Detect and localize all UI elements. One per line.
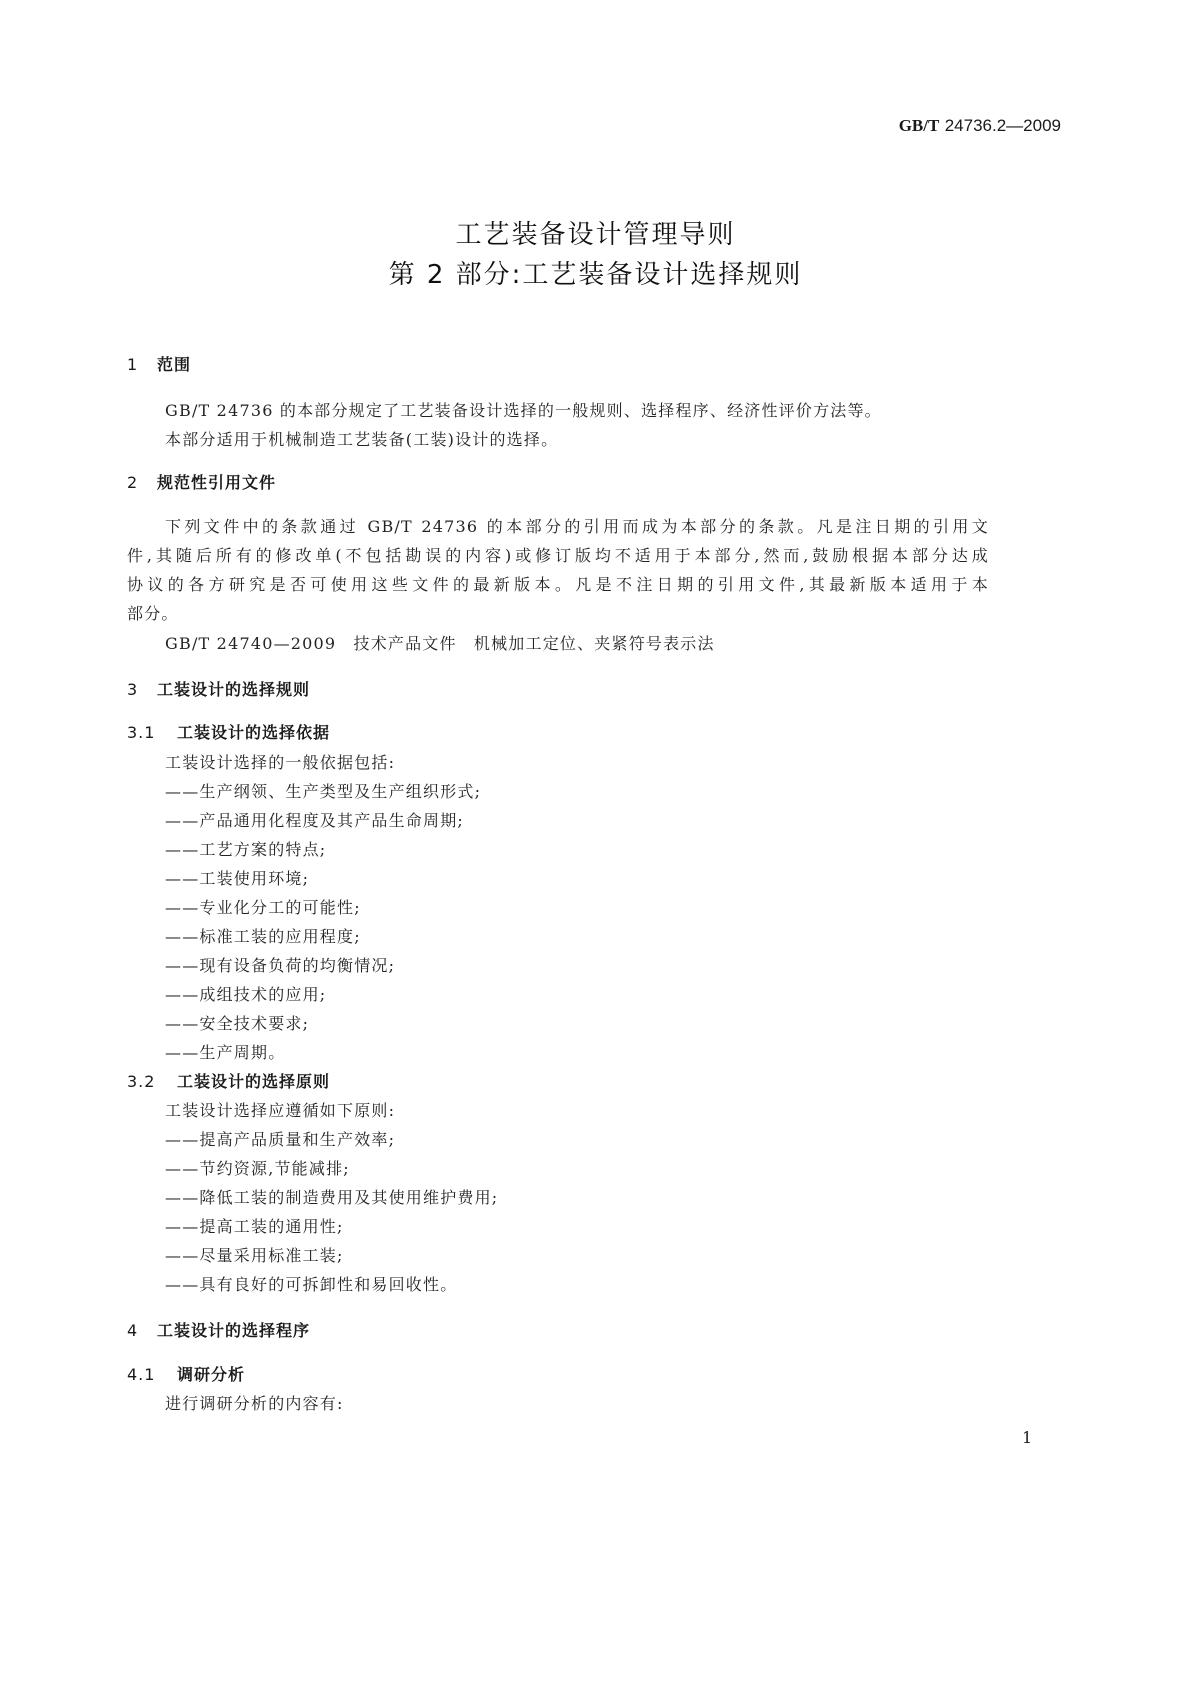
section-4-1-intro: 进行调研分析的内容有: (165, 1394, 344, 1413)
section-1-para-1: GB/T 24736 的本部分规定了工艺装备设计选择的一般规则、选择程序、经济性评价方法等。 (165, 401, 882, 420)
list-item: ——现有设备负荷的均衡情况; (165, 956, 396, 975)
section-4-1-heading: 4.1 调研分析 (127, 1365, 246, 1384)
section-4-heading: 4 工装设计的选择程序 (127, 1321, 311, 1340)
section-1-para-2: 本部分适用于机械制造工艺装备(工装)设计的选择。 (165, 430, 559, 449)
list-item: ——提高产品质量和生产效率; (165, 1130, 396, 1149)
list-item: ——标准工装的应用程度; (165, 927, 361, 946)
standard-number (899, 116, 1061, 136)
list-item: ——产品通用化程度及其产品生命周期; (165, 811, 464, 830)
list-item: ——提高工装的通用性; (165, 1217, 344, 1236)
section-3-1-intro: 工装设计选择的一般依据包括: (165, 753, 396, 772)
document-title: 工艺装备设计管理导则 (455, 220, 736, 250)
section-2-line-4: 部分。 (127, 604, 179, 623)
list-item: ——生产周期。 (165, 1043, 286, 1062)
section-2-line-2: 件,其随后所有的修改单(不包括勘误的内容)或修订版均不适用于本部分,然而,鼓励根据本部分达成 (127, 546, 989, 565)
list-item: ——尽量采用标准工装; (165, 1246, 344, 1265)
section-2-heading: 2 规范性引用文件 (127, 473, 277, 492)
standard-prefix: GB/T (898, 116, 940, 135)
list-item: ——工装使用环境; (165, 869, 310, 888)
list-item: ——降低工装的制造费用及其使用维护费用; (165, 1188, 499, 1207)
list-item: ——具有良好的可拆卸性和易回收性。 (165, 1275, 458, 1294)
section-2-line-1: 下列文件中的条款通过 GB/T 24736 的本部分的引用而成为本部分的条款。凡是注日期的引用文 (165, 517, 989, 536)
normative-reference: GB/T 24740—2009 技术产品文件 机械加工定位、夹紧符号表示法 (165, 634, 715, 653)
list-item: ——成组技术的应用; (165, 985, 327, 1004)
page-number: 1 (1022, 1428, 1033, 1447)
section-1-heading: 1 范围 (127, 355, 192, 374)
list-item: ——工艺方案的特点; (165, 840, 327, 859)
list-item: ——生产纲领、生产类型及生产组织形式; (165, 782, 482, 801)
list-item: ——安全技术要求; (165, 1014, 310, 1033)
list-item: ——节约资源,节能减排; (165, 1159, 350, 1178)
section-3-2-intro: 工装设计选择应遵循如下原则: (165, 1101, 396, 1120)
section-3-1-heading: 3.1 工装设计的选择依据 (127, 723, 331, 742)
section-3-2-heading: 3.2 工装设计的选择原则 (127, 1072, 331, 1091)
document-subtitle: 第 2 部分:工艺装备设计选择规则 (388, 260, 803, 290)
section-3-heading: 3 工装设计的选择规则 (127, 680, 311, 699)
list-item: ——专业化分工的可能性; (165, 898, 361, 917)
standard-code: 24736.2—2009 (944, 116, 1061, 135)
section-2-line-3: 协议的各方研究是否可使用这些文件的最新版本。凡是不注日期的引用文件,其最新版本适用于本 (127, 575, 989, 594)
